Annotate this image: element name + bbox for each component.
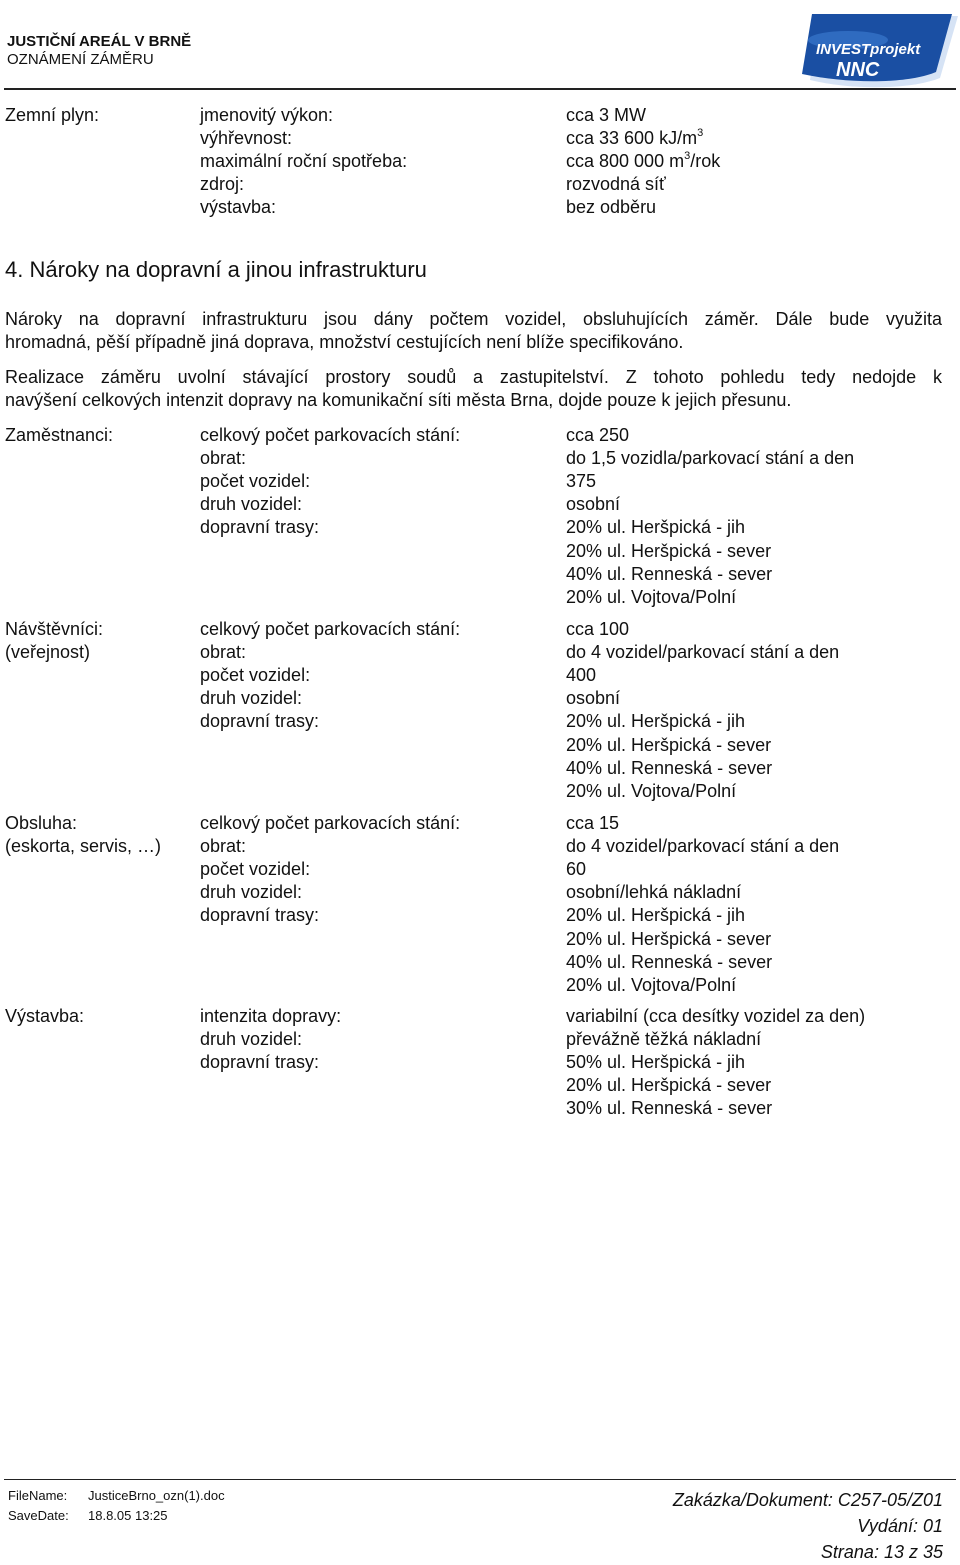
traffic-value: variabilní (cca desítky vozidel za den) <box>566 1006 866 1026</box>
traffic-row <box>0 641 960 664</box>
paragraph-line: Realizace záměru uvolní stávající prostory soudů a zastupitelství. Z tohoto pohledu tedy nedojde k <box>5 367 942 387</box>
superscript: 3 <box>697 127 704 139</box>
traffic-property: obrat: <box>200 448 247 469</box>
traffic-value: 20% ul. Heršpická - sever <box>566 540 772 561</box>
traffic-value: 30% ul. Renneská - sever <box>566 1098 773 1119</box>
gas-value <box>566 104 646 127</box>
traffic-property: počet vozidel: <box>200 665 311 686</box>
logo-text-top: INVESTprojekt <box>816 41 921 58</box>
traffic-row <box>0 974 960 997</box>
traffic-property: druh vozidel: <box>200 494 303 515</box>
traffic-row <box>0 812 960 835</box>
traffic-value: 40% ul. Renneská - sever <box>566 563 773 584</box>
traffic-row <box>0 687 960 710</box>
filename-value: JusticeBrno_ozn(1).doc <box>88 1488 225 1503</box>
traffic-value: 400 <box>566 665 597 686</box>
traffic-value: cca 250 <box>566 425 630 445</box>
group-label: Obsluha: <box>5 813 78 833</box>
gas-property: výstavba: <box>200 197 277 217</box>
group-label: Zaměstnanci: <box>5 425 114 445</box>
gas-property: maximální roční spotřeba: <box>200 151 408 171</box>
gas-value-text: cca 800 000 m <box>566 151 685 171</box>
paragraph-line: Nároky na dopravní infrastrukturu jsou dány počtem vozidel, obsluhujících záměr. Dále bude využita <box>5 309 942 329</box>
traffic-row <box>0 1074 960 1097</box>
footer-rule <box>4 1479 956 1480</box>
traffic-row <box>0 516 960 539</box>
traffic-row <box>0 951 960 974</box>
traffic-value: osobní <box>566 688 621 709</box>
traffic-value: 20% ul. Heršpická - jih <box>566 905 746 926</box>
traffic-value: osobní/lehká nákladní <box>566 882 742 903</box>
traffic-property: dopravní trasy: <box>200 1052 320 1073</box>
page-number: Strana: 13 z 35 <box>820 1542 943 1562</box>
traffic-row <box>0 1097 960 1120</box>
traffic-value: do 4 vozidel/parkovací stání a den <box>566 642 840 663</box>
traffic-row <box>0 858 960 881</box>
footer-file-info <box>8 1486 225 1526</box>
traffic-row <box>0 586 960 609</box>
section-heading: 4. Nároky na dopravní a jinou infrastrukturu <box>5 257 427 282</box>
gas-value-text: cca 33 600 kJ/m <box>566 128 698 148</box>
paragraph-infrastructure <box>5 308 942 354</box>
traffic-property: celkový počet parkovacích stání: <box>200 425 461 445</box>
traffic-row <box>0 664 960 687</box>
traffic-value: 375 <box>566 471 597 492</box>
traffic-property: dopravní trasy: <box>200 711 320 732</box>
gas-row <box>0 150 960 173</box>
traffic-value: cca 15 <box>566 813 620 833</box>
footer-document-info <box>673 1487 943 1565</box>
savedate-label: SaveDate: <box>8 1508 69 1523</box>
traffic-property: celkový počet parkovacích stání: <box>200 813 461 833</box>
gas-value <box>566 196 656 219</box>
traffic-row <box>0 618 960 641</box>
traffic-row <box>0 1005 960 1028</box>
traffic-value: převážně těžká nákladní <box>566 1029 762 1050</box>
traffic-row <box>0 1051 960 1074</box>
logo-text-bottom: NNC <box>836 59 880 81</box>
filename-label: FileName: <box>8 1488 68 1503</box>
header-rule <box>4 88 956 90</box>
traffic-row <box>0 757 960 780</box>
traffic-value: 20% ul. Vojtova/Polní <box>566 974 737 995</box>
gas-value-text: bez odběru <box>566 197 657 217</box>
gas-value-text: cca 3 MW <box>566 105 647 125</box>
traffic-row <box>0 493 960 516</box>
traffic-value: osobní <box>566 494 621 515</box>
traffic-row <box>0 447 960 470</box>
gas-value-text: rozvodná síť <box>566 174 666 194</box>
traffic-row <box>0 780 960 803</box>
superscript: 3 <box>684 150 691 162</box>
gas-property: výhřevnost: <box>200 128 293 148</box>
group-label: (veřejnost) <box>5 642 91 663</box>
traffic-property: počet vozidel: <box>200 859 311 880</box>
traffic-property: obrat: <box>200 642 247 663</box>
gas-value <box>566 173 666 196</box>
traffic-value: 20% ul. Heršpická - sever <box>566 734 772 755</box>
traffic-value: 20% ul. Vojtova/Polní <box>566 586 737 607</box>
savedate-value: 18.8.05 13:25 <box>88 1508 168 1523</box>
gas-label: Zemní plyn: <box>5 105 100 125</box>
gas-value <box>566 150 720 173</box>
gas-row <box>0 104 960 127</box>
gas-row <box>0 127 960 150</box>
traffic-row <box>0 904 960 927</box>
order-number: Zakázka/Dokument: C257-05/Z01 <box>672 1490 943 1510</box>
traffic-row <box>0 881 960 904</box>
gas-row <box>0 196 960 219</box>
traffic-value: 20% ul. Heršpická - jih <box>566 517 746 538</box>
traffic-value: do 4 vozidel/parkovací stání a den <box>566 836 840 857</box>
group-label: Návštěvníci: <box>5 619 104 639</box>
paragraph-realization <box>5 366 942 412</box>
gas-property: jmenovitý výkon: <box>200 105 334 125</box>
traffic-value: 40% ul. Renneská - sever <box>566 757 773 778</box>
traffic-property: dopravní trasy: <box>200 517 320 538</box>
group-label: Výstavba: <box>5 1006 85 1026</box>
traffic-property: druh vozidel: <box>200 1029 303 1050</box>
traffic-property: celkový počet parkovacích stání: <box>200 619 461 639</box>
gas-row <box>0 173 960 196</box>
traffic-row <box>0 835 960 858</box>
traffic-property: obrat: <box>200 836 247 857</box>
traffic-value: 20% ul. Heršpická - sever <box>566 1075 772 1096</box>
traffic-row <box>0 424 960 447</box>
traffic-property: intenzita dopravy: <box>200 1006 342 1026</box>
issue-number: Vydání: 01 <box>857 1516 943 1536</box>
investprojekt-logo <box>790 10 960 88</box>
document-title: JUSTIČNÍ AREÁL V BRNĚ <box>7 33 192 50</box>
traffic-property: dopravní trasy: <box>200 905 320 926</box>
traffic-property: počet vozidel: <box>200 471 311 492</box>
traffic-value: 20% ul. Heršpická - sever <box>566 928 772 949</box>
traffic-value: cca 100 <box>566 619 630 639</box>
gas-value <box>566 127 703 150</box>
document-subtitle: OZNÁMENÍ ZÁMĚRU <box>7 51 154 68</box>
traffic-value: do 1,5 vozidla/parkovací stání a den <box>566 448 855 469</box>
traffic-row <box>0 540 960 563</box>
traffic-row <box>0 734 960 757</box>
traffic-row <box>0 1028 960 1051</box>
paragraph-line: navýšení celkových intenzit dopravy na komunikační síti města Brna, dojde pouze k jejich přesunu. <box>5 390 792 410</box>
gas-value-suffix: /rok <box>690 151 721 171</box>
traffic-row <box>0 563 960 586</box>
traffic-row <box>0 470 960 493</box>
traffic-value: 60 <box>566 859 587 880</box>
paragraph-line: hromadná, pěší případně jiná doprava, množství cestujících není blíže specifikováno. <box>5 332 684 352</box>
traffic-value: 40% ul. Renneská - sever <box>566 951 773 972</box>
group-label: (eskorta, servis, …) <box>5 836 162 857</box>
traffic-value: 50% ul. Heršpická - jih <box>566 1052 746 1073</box>
traffic-row <box>0 710 960 733</box>
traffic-property: druh vozidel: <box>200 882 303 903</box>
traffic-value: 20% ul. Vojtova/Polní <box>566 780 737 801</box>
gas-property: zdroj: <box>200 174 245 194</box>
traffic-row <box>0 928 960 951</box>
traffic-property: druh vozidel: <box>200 688 303 709</box>
traffic-value: 20% ul. Heršpická - jih <box>566 711 746 732</box>
document-header <box>7 33 191 69</box>
